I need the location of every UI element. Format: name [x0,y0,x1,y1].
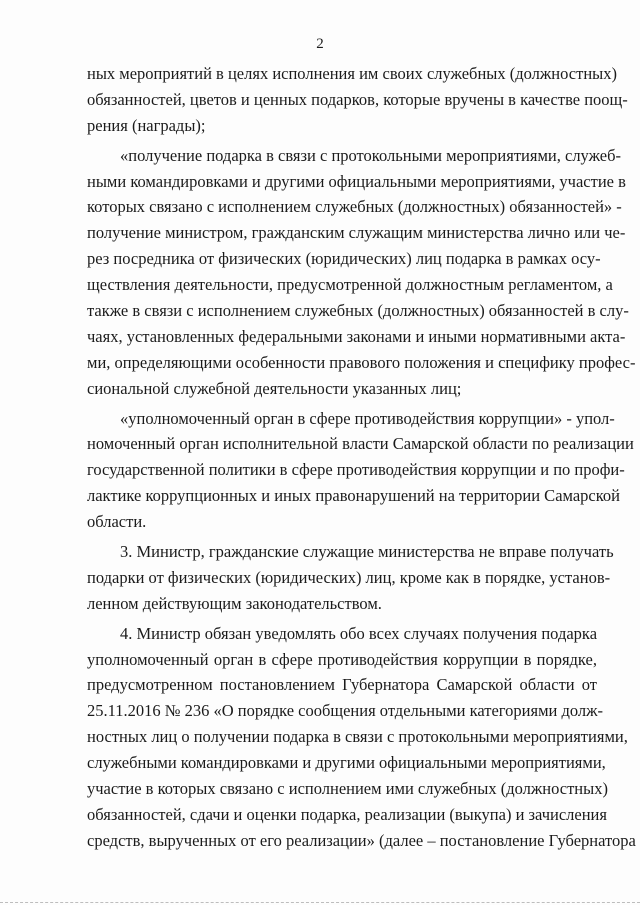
text-line: номоченный орган исполнительной власти Самарской области по реализации [87,434,634,454]
text-line: рез посредника от физических (юридических) лиц подарка в рамках осу- [87,249,601,269]
text-line: средств, вырученных от его реализации» (далее – постановление Губернатора [87,830,636,850]
text-line: которых связано с исполнением служебных (должностных) обязанностей» - [87,197,622,217]
text-line: ми, определяющими особенности правового положения и специфику профес- [87,352,636,372]
text-line: чаях, установленных федеральными законами и иными нормативными акта- [87,326,626,346]
text-line: служебными командировками и другими официальными мероприятиями, [87,753,606,773]
text-line: получение министром, гражданским служащим министерства лично или че- [87,223,626,243]
page-number: 2 [316,36,324,52]
text-line: лактике коррупционных и иных правонарушений на территории Самарской [87,486,620,506]
text-line: рения (награды); [87,115,206,135]
text-line: «получение подарка в связи с протокольными мероприятиями, служеб- [120,145,621,165]
text-line: обязанностей, цветов и ценных подарков, которые вручены в качестве поощ- [87,89,628,109]
text-line: области. [87,512,147,532]
text-line: ных мероприятий в целях исполнения им своих служебных (должностных) [87,64,617,83]
text-line: сиональной служебной деятельности указанных лиц; [87,378,462,398]
text-line: обязанностей, сдачи и оценки подарка, реализации (выкупа) и зачисления [87,804,607,824]
text-line: 3. Министр, гражданские служащие министерства не вправе получать [120,542,614,562]
text-line: участие в которых связано с исполнением ими служебных (должностных) [87,779,608,799]
text-line: ными командировками и другими официальными мероприятиями, участие в [87,171,626,191]
text-line: 25.11.2016 № 236 «О порядке сообщения отдельными категориями долж- [87,701,604,721]
text-line: также в связи с исполнением служебных (должностных) обязанностей в слу- [87,301,629,321]
text-line: уполномоченный орган в сфере противодействия коррупции в порядке, [87,649,597,669]
body-text [87,61,636,854]
text-line: ленном действующим законодательством. [87,593,382,613]
text-line: ностных лиц о получении подарка в связи с протокольными мероприятиями, [87,727,628,747]
text-line: подарки от физических (юридических) лиц, кроме как в порядке, установ- [87,567,611,587]
text-line: государственной политики в сфере противодействия коррупции и по профи- [87,460,625,480]
text-line: «уполномоченный орган в сфере противодействия коррупции» - упол- [120,408,615,428]
text-line: ществления деятельности, предусмотренной должностным регламентом, а [87,275,613,295]
text-line: 4. Министр обязан уведомлять обо всех случаях получения подарка [120,623,598,643]
text-line: предусмотренном постановлением Губернатора Самарской области от [87,675,597,695]
